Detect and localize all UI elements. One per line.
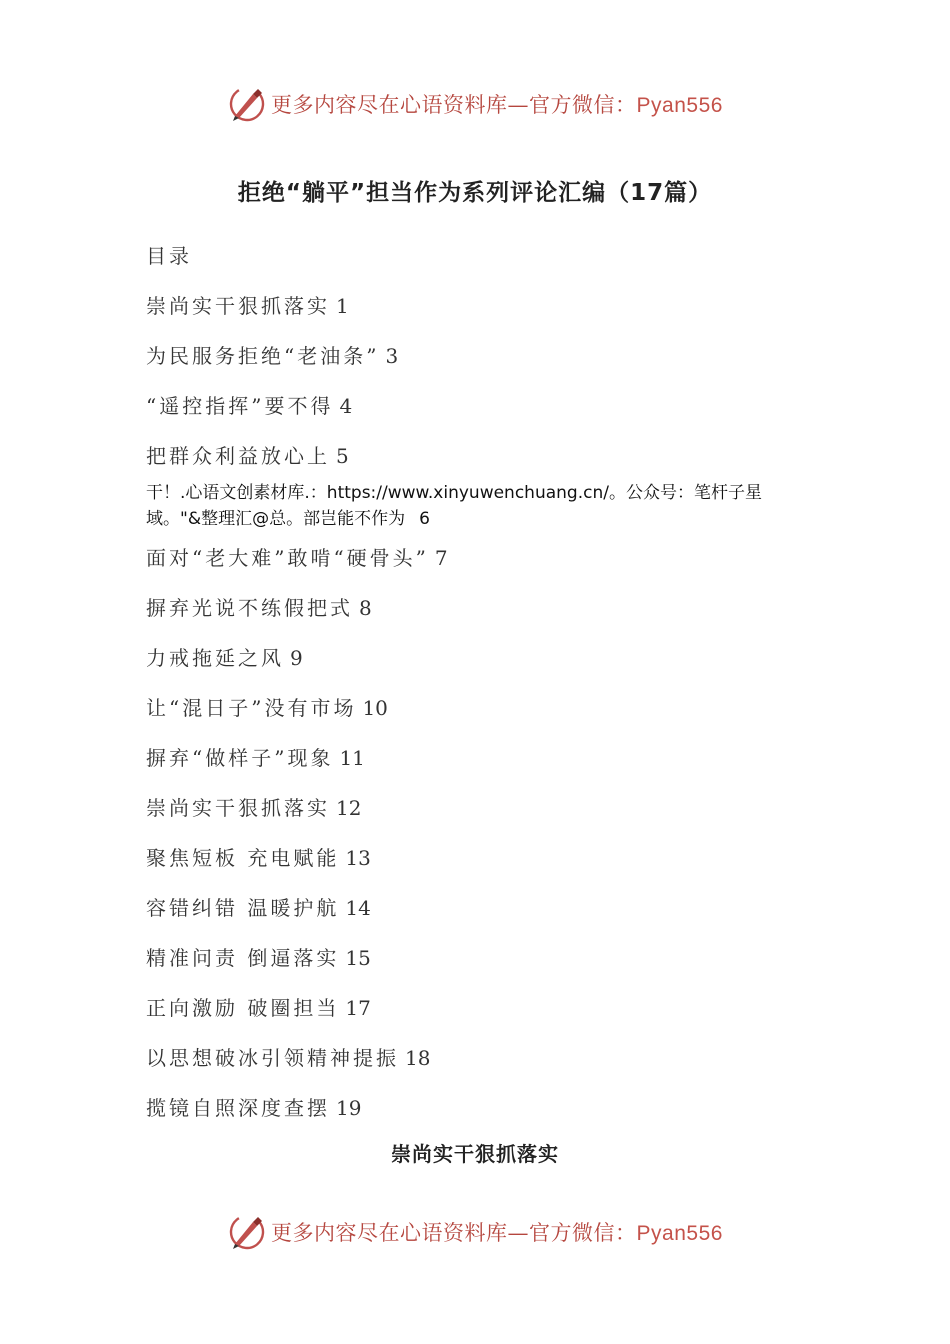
toc-item-title: 力戒拖延之风: [146, 646, 284, 670]
toc-item-title: 把群众利益放心上: [146, 444, 330, 468]
toc-item-page: 5: [336, 444, 349, 468]
toc-item[interactable]: [146, 942, 826, 975]
toc-item-title: 精准问责 倒逼落实: [146, 946, 340, 970]
toc-item-page: 19: [336, 1096, 362, 1120]
banner-wechat-label: 官方微信：: [529, 1221, 637, 1245]
toc-item-title: 摒弃“做样子”现象: [146, 746, 334, 770]
banner-text: [271, 1217, 723, 1247]
toc-item-title: 崇尚实干狠抓落实: [146, 796, 330, 820]
toc-item[interactable]: [146, 1092, 826, 1125]
toc-item-title: 面对“老大难”敢啃“硬骨头”: [146, 546, 429, 570]
toc-item-title: 为民服务拒绝“老油条”: [146, 344, 380, 368]
banner-site-name: 更多内容尽在心语资料库: [271, 1221, 508, 1245]
toc-item-page: 6: [419, 509, 430, 529]
toc-item[interactable]: [146, 290, 826, 323]
toc-item[interactable]: [146, 340, 826, 373]
toc-item-title: 让“混日子”没有市场: [146, 696, 357, 720]
toc-item-page: 17: [345, 996, 371, 1020]
table-of-contents: [146, 290, 826, 1142]
toc-item-page: 4: [339, 394, 353, 418]
banner-wechat-id: Pyan556: [636, 94, 723, 117]
banner-separator: —: [507, 1221, 530, 1245]
toc-item-title: 容错纠错 温暖护航: [146, 896, 340, 920]
toc-item-page: 12: [336, 796, 362, 820]
banner-wechat-id: Pyan556: [636, 1222, 723, 1245]
toc-item[interactable]: [146, 1042, 826, 1075]
toc-item-page: 11: [339, 746, 365, 770]
pen-logo-icon: [227, 1212, 267, 1252]
document-title: 拒绝“躺平”担当作为系列评论汇编（17篇）: [237, 180, 713, 206]
toc-item-page: 14: [345, 896, 371, 920]
toc-item[interactable]: [146, 792, 826, 825]
toc-item[interactable]: [146, 642, 826, 675]
toc-item-title: 揽镜自照深度查摆: [146, 1096, 330, 1120]
toc-item-title: 正向激励 破圈担当: [146, 996, 340, 1020]
toc-item-title: 摒弃光说不练假把式: [146, 596, 353, 620]
banner-separator: —: [507, 93, 530, 117]
toc-item-page: 18: [405, 1046, 431, 1070]
toc-item[interactable]: [146, 440, 826, 473]
toc-item-title: 崇尚实干狠抓落实: [146, 294, 330, 318]
toc-item-title: 聚焦短板 充电赋能: [146, 846, 340, 870]
toc-item[interactable]: [146, 892, 826, 925]
toc-item-page: 7: [434, 546, 448, 570]
toc-item-page: 8: [359, 596, 372, 620]
toc-item[interactable]: [146, 592, 826, 625]
toc-item-page: 13: [345, 846, 371, 870]
toc-item-title: “遥控指挥”要不得: [146, 394, 334, 418]
footer-banner: [0, 1210, 950, 1254]
toc-item[interactable]: [146, 842, 826, 875]
toc-item[interactable]: [146, 742, 826, 775]
toc-heading: 目录: [146, 244, 192, 268]
toc-item-page: 3: [385, 344, 399, 368]
toc-item-title: 干！.心语文创素材库.：https://www.xinyuwenchuang.cn/。公众号：笔杆子星域。"&整理汇@总。部岂能不作为: [146, 483, 762, 529]
pen-logo-icon: [227, 84, 267, 124]
header-banner: [0, 82, 950, 126]
toc-item-page: 15: [345, 946, 371, 970]
toc-item[interactable]: [146, 992, 826, 1025]
banner-wechat-label: 官方微信：: [529, 93, 637, 117]
toc-item[interactable]: [146, 692, 826, 725]
toc-item-page: 10: [362, 696, 388, 720]
section-heading: 崇尚实干狠抓落实: [391, 1142, 559, 1166]
banner-text: [271, 89, 723, 119]
banner-site-name: 更多内容尽在心语资料库: [271, 93, 508, 117]
toc-item[interactable]: [146, 542, 826, 575]
toc-item-page: 1: [336, 294, 349, 318]
toc-item[interactable]: [146, 390, 826, 423]
toc-item[interactable]: [146, 480, 806, 532]
toc-item-page: 9: [290, 646, 303, 670]
toc-item-title: 以思想破冰引领精神提振: [146, 1046, 399, 1070]
